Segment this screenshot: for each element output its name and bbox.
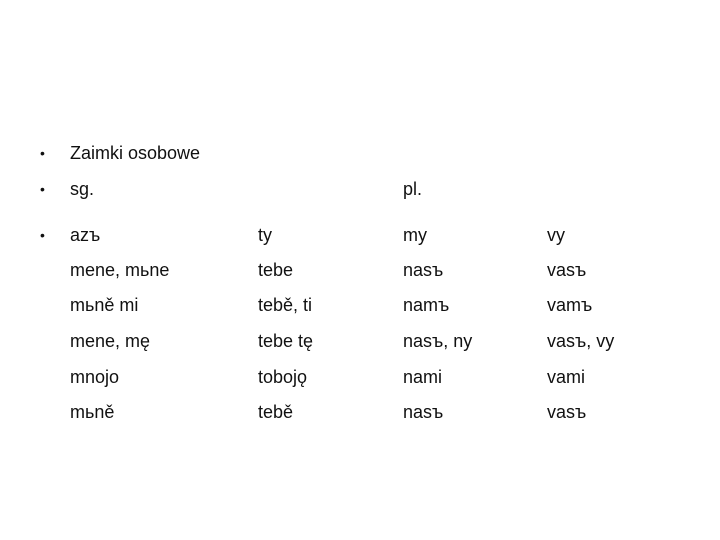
table-cell: tebe tę <box>258 331 314 351</box>
table-cell: mene, mę <box>70 331 151 351</box>
table-cell: ty <box>258 225 273 245</box>
table-cell: vasъ, vy <box>547 331 615 351</box>
table-cell: tebě <box>258 402 294 422</box>
table-cell: vasъ <box>547 402 587 422</box>
table-cell: nasъ <box>403 402 444 422</box>
table-cell: nami <box>403 367 443 387</box>
table-cell: vasъ <box>547 260 587 280</box>
table-cell: azъ <box>70 225 101 245</box>
bullet-icon: • <box>40 227 45 243</box>
table-cell: tebě, ti <box>258 295 313 315</box>
singular-label: sg. <box>70 179 95 199</box>
table-cell: nasъ, ny <box>403 331 473 351</box>
table-cell: mene, mьne <box>70 260 170 280</box>
heading-text: Zaimki osobowe <box>70 143 201 163</box>
table-cell: vy <box>547 225 565 245</box>
table-cell: vami <box>547 367 586 387</box>
table-cell: tobojǫ <box>258 367 308 387</box>
table-cell: nasъ <box>403 260 444 280</box>
table-cell: tebe <box>258 260 294 280</box>
table-cell: vamъ <box>547 295 593 315</box>
table-cell: mьně mi <box>70 295 139 315</box>
table-cell: my <box>403 225 427 245</box>
table-cell: mьně <box>70 402 115 422</box>
bullet-icon: • <box>40 145 45 161</box>
table-cell: namъ <box>403 295 450 315</box>
plural-label: pl. <box>403 179 423 199</box>
bullet-icon: • <box>40 181 45 197</box>
table-cell: mnojo <box>70 367 120 387</box>
